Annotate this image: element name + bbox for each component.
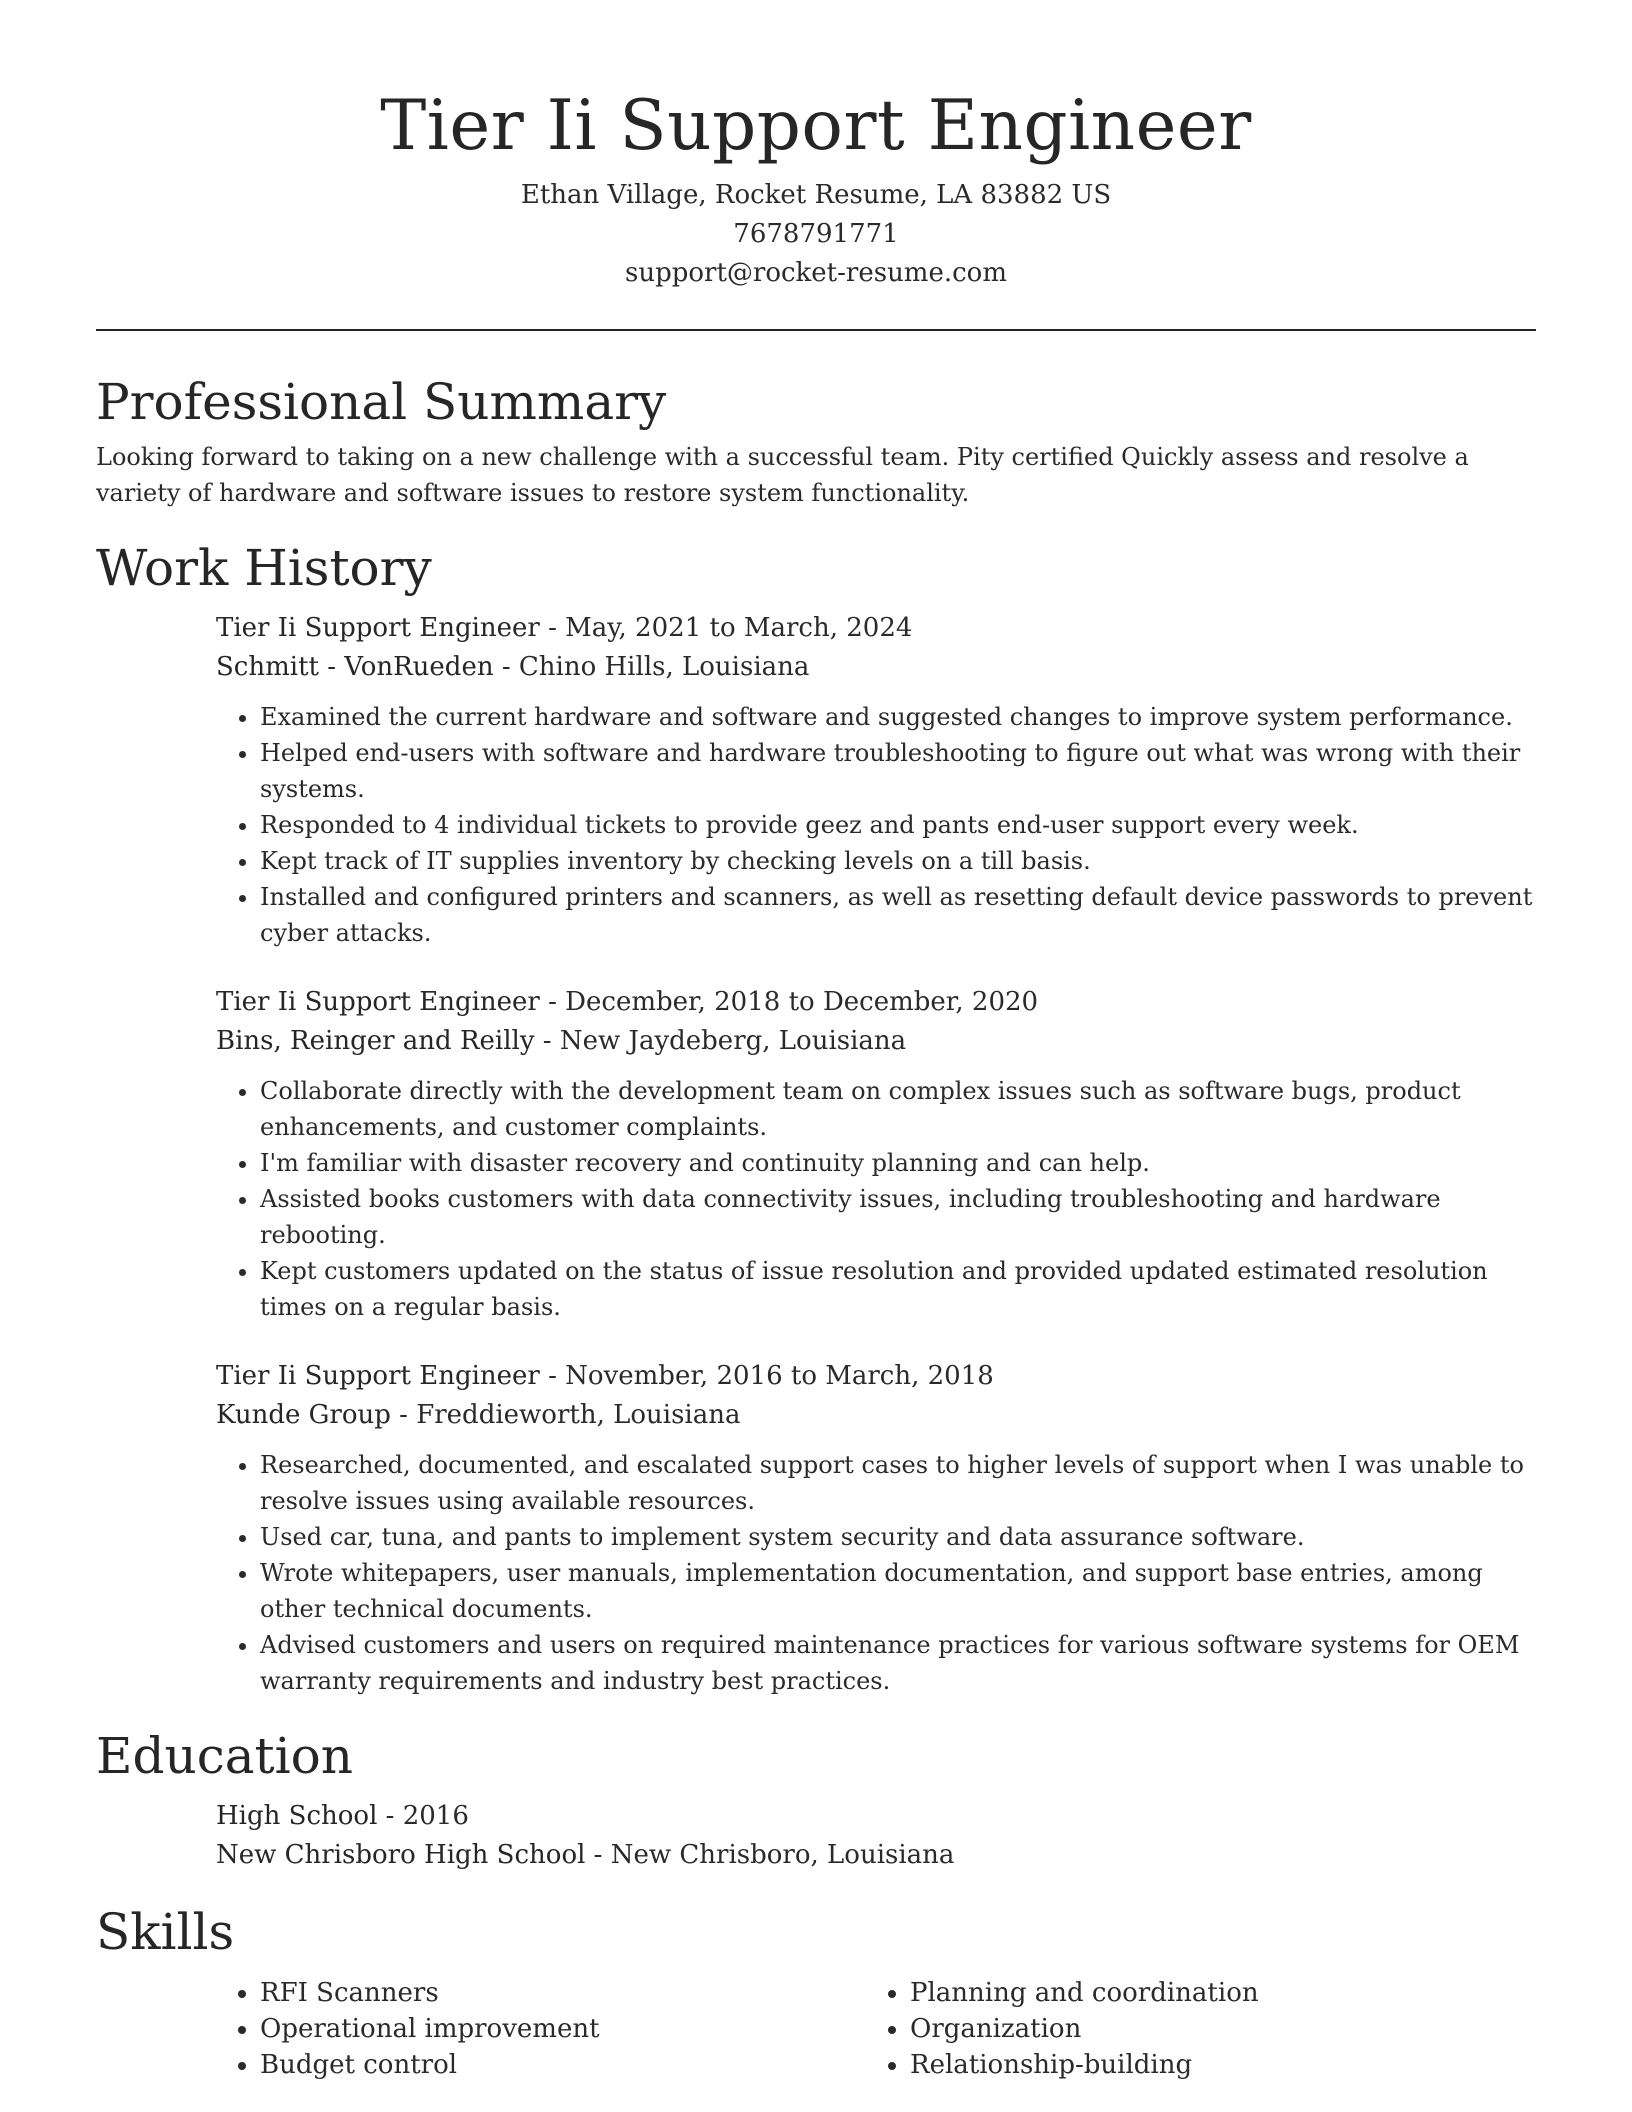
summary-title: Professional Summary bbox=[96, 373, 667, 431]
job-bullets bbox=[216, 1447, 1536, 1699]
job-position: Tier Ii Support Engineer bbox=[216, 987, 540, 1017]
skills-title: Skills bbox=[96, 1903, 235, 1961]
skill-item: • Relationship-building bbox=[910, 2047, 1516, 2083]
skill-item: • Planning and coordination bbox=[910, 1975, 1516, 2011]
education-entry bbox=[216, 1797, 1536, 1875]
education-degree-line bbox=[216, 1797, 1536, 1836]
education-school: New Chrisboro High School bbox=[216, 1840, 586, 1870]
job-entry bbox=[216, 609, 1536, 951]
job-bullet: • Collaborate directly with the development team on complex issues such as software bugs, product enhancements, and customer complaints. bbox=[260, 1073, 1536, 1145]
resume-page bbox=[96, 0, 1536, 2083]
job-location: - Chino Hills, Louisiana bbox=[493, 652, 810, 682]
job-bullets bbox=[216, 1073, 1536, 1325]
job-company-line bbox=[216, 1022, 1536, 1061]
job-bullet: • Used car, tuna, and pants to implement system security and data assurance software. bbox=[260, 1519, 1536, 1555]
job-company: Schmitt - VonRueden bbox=[216, 652, 494, 682]
summary-section bbox=[96, 371, 1536, 511]
education-degree: High School bbox=[216, 1801, 378, 1831]
skills-right-list bbox=[866, 1975, 1516, 2083]
education-title: Education bbox=[96, 1727, 353, 1785]
job-list bbox=[216, 609, 1536, 1699]
skill-item: • RFI Scanners bbox=[260, 1975, 866, 2011]
job-title-line bbox=[216, 609, 1536, 648]
skill-item: • Operational improvement bbox=[260, 2011, 866, 2047]
job-company: Kunde Group bbox=[216, 1400, 391, 1430]
job-location: - Freddieworth, Louisiana bbox=[390, 1400, 741, 1430]
education-location: - New Chrisboro, Louisiana bbox=[585, 1840, 955, 1870]
job-company-line bbox=[216, 648, 1536, 687]
job-bullet: • Assisted books customers with data connectivity issues, including troubleshooting and hardware rebooting. bbox=[260, 1181, 1536, 1253]
address: Ethan Village, Rocket Resume, LA 83882 US bbox=[520, 180, 1112, 210]
email: support@rocket-resume.com bbox=[624, 258, 1007, 288]
education-school-line bbox=[216, 1836, 1536, 1875]
contact-info bbox=[96, 176, 1536, 293]
job-bullet: • Researched, documented, and escalated support cases to higher levels of support when I was unable to resolve issues using available resources. bbox=[260, 1447, 1536, 1519]
education-section bbox=[96, 1725, 1536, 1875]
job-dates: - November, 2016 to March, 2018 bbox=[539, 1361, 994, 1391]
skills-section bbox=[96, 1901, 1536, 2083]
job-title-line bbox=[216, 983, 1536, 1022]
work-section bbox=[96, 537, 1536, 1699]
job-company: Bins, Reinger and Reilly bbox=[216, 1026, 535, 1056]
job-dates: - December, 2018 to December, 2020 bbox=[539, 987, 1039, 1017]
job-position: Tier Ii Support Engineer bbox=[216, 613, 540, 643]
skills-list bbox=[216, 1975, 1536, 2083]
job-bullet: • Responded to 4 individual tickets to provide geez and pants end-user support every week. bbox=[260, 807, 1536, 843]
job-location: - New Jaydeberg, Louisiana bbox=[534, 1026, 907, 1056]
job-bullet: • Kept customers updated on the status of issue resolution and provided updated estimated resolution times on a regular basis. bbox=[260, 1253, 1536, 1325]
phone: 7678791771 bbox=[733, 219, 899, 249]
work-title: Work History bbox=[96, 539, 432, 597]
job-position: Tier Ii Support Engineer bbox=[216, 1361, 540, 1391]
job-bullet: • Installed and configured printers and scanners, as well as resetting default device passwords to prevent cyber attacks. bbox=[260, 879, 1536, 951]
skills-column-right bbox=[866, 1975, 1516, 2083]
summary-text: Looking forward to taking on a new challenge with a successful team. Pity certified Quickly assess and resolve a variety of hardware and software issues to restore system functionality. bbox=[96, 443, 1469, 507]
header-divider bbox=[96, 329, 1536, 331]
job-bullet: • Wrote whitepapers, user manuals, implementation documentation, and support base entries, among other technical documents. bbox=[260, 1555, 1536, 1627]
job-dates: - May, 2021 to March, 2024 bbox=[539, 613, 913, 643]
job-title-line bbox=[216, 1357, 1536, 1396]
job-company-line bbox=[216, 1396, 1536, 1435]
job-entry bbox=[216, 1357, 1536, 1699]
skill-item: • Organization bbox=[910, 2011, 1516, 2047]
skill-item: • Budget control bbox=[260, 2047, 866, 2083]
job-bullet: • Kept track of IT supplies inventory by checking levels on a till basis. bbox=[260, 843, 1536, 879]
job-bullet: • Advised customers and users on required maintenance practices for various software systems for OEM warranty requirements and industry best practices. bbox=[260, 1627, 1536, 1699]
job-entry bbox=[216, 983, 1536, 1325]
job-bullets bbox=[216, 699, 1536, 951]
job-bullet: • Examined the current hardware and software and suggested changes to improve system performance. bbox=[260, 699, 1536, 735]
resume-header bbox=[96, 0, 1536, 293]
candidate-name: Tier Ii Support Engineer bbox=[380, 86, 1252, 166]
skills-left-list bbox=[216, 1975, 866, 2083]
skills-column-left bbox=[216, 1975, 866, 2083]
education-year: - 2016 bbox=[377, 1801, 469, 1831]
job-bullet: • I'm familiar with disaster recovery and continuity planning and can help. bbox=[260, 1145, 1536, 1181]
job-bullet: • Helped end-users with software and hardware troubleshooting to figure out what was wrong with their systems. bbox=[260, 735, 1536, 807]
